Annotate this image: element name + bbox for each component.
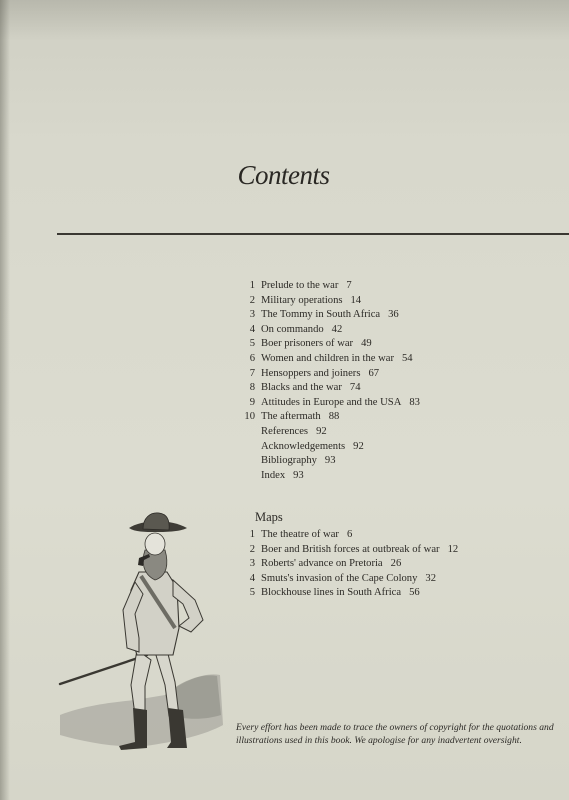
title-divider <box>57 233 569 235</box>
chapter-entry <box>232 279 562 294</box>
entry-number: 3 <box>249 309 255 321</box>
copyright-note <box>236 721 569 748</box>
chapter-entry <box>232 469 562 484</box>
entry-title: Hensoppers and joiners <box>261 367 361 379</box>
entry-page-number: 6 <box>346 529 353 540</box>
entry-title: Military operations <box>261 294 343 306</box>
entry-number <box>232 469 255 484</box>
entry-title: Women and children in the war <box>261 352 394 364</box>
entry-page-number: 49 <box>361 338 372 350</box>
entry-title: Boer prisoners of war <box>261 338 354 350</box>
entry-page-number: 32 <box>425 572 436 584</box>
entry-title: The Tommy in South Africa <box>261 309 381 321</box>
entry-title: The theatre of war <box>261 529 339 540</box>
chapter-entry <box>232 352 562 367</box>
map-entry <box>232 543 562 558</box>
maps-heading: Maps <box>255 510 283 524</box>
entry-page-number: 67 <box>368 367 380 379</box>
entry-page-number: 93 <box>293 469 304 481</box>
chapter-entry <box>232 323 562 338</box>
page-gutter-shadow <box>0 0 10 800</box>
page-title-text: Contents <box>237 160 330 190</box>
entry-number: 1 <box>249 280 255 291</box>
chapter-entry <box>232 454 562 469</box>
entry-title: Blockhouse lines in South Africa <box>261 587 402 599</box>
map-entry <box>232 528 562 543</box>
map-entry <box>232 586 562 601</box>
entry-number: 1 <box>249 529 255 540</box>
entry-page-number: 14 <box>350 294 362 306</box>
entry-number: 2 <box>249 294 255 306</box>
chapter-list <box>232 279 562 483</box>
entry-number: 8 <box>249 382 255 394</box>
entry-page-number: 92 <box>316 425 327 437</box>
entry-title: Bibliography <box>261 455 317 467</box>
entry-page-number: 92 <box>353 440 364 452</box>
entry-page-number: 88 <box>328 411 340 423</box>
page-top-shadow <box>0 0 569 40</box>
entry-number <box>232 440 255 455</box>
entry-title: On commando <box>261 323 324 335</box>
entry-number <box>232 454 255 469</box>
entry-number: 5 <box>249 587 255 599</box>
entry-number: 5 <box>249 338 255 350</box>
chapter-entry <box>232 367 562 382</box>
copyright-note-line-1: Every effort has been made to trace the owners of copyright for the quotations and <box>236 722 554 733</box>
entry-title: Blacks and the war <box>261 382 342 394</box>
maps-list <box>232 528 562 601</box>
entry-title: The aftermath <box>261 411 321 423</box>
entry-page-number: 12 <box>447 543 459 555</box>
entry-page-number: 83 <box>409 396 420 408</box>
entry-number: 3 <box>249 558 255 570</box>
chapter-entry <box>232 440 562 455</box>
chapter-entry <box>232 308 562 323</box>
entry-number: 6 <box>249 352 255 364</box>
entry-number: 10 <box>244 411 255 423</box>
entry-number: 7 <box>249 367 255 379</box>
entry-page-number: 93 <box>324 455 336 467</box>
entry-number: 9 <box>249 396 255 408</box>
map-entry <box>232 572 562 587</box>
entry-page-number: 7 <box>346 280 352 291</box>
entry-page-number: 74 <box>349 382 361 394</box>
chapter-entry <box>232 294 562 309</box>
page-title <box>0 160 569 191</box>
entry-number: 2 <box>249 543 255 555</box>
entry-page-number: 56 <box>409 587 420 599</box>
copyright-note-line-2: illustrations used in this book. We apologise for any inadvertent oversight. <box>236 735 522 747</box>
entry-number <box>232 425 255 440</box>
boer-soldier-illustration <box>55 510 225 755</box>
entry-title: Smuts's invasion of the Cape Colony <box>261 572 418 584</box>
map-entry <box>232 557 562 572</box>
entry-title: Attitudes in Europe and the USA <box>261 396 402 408</box>
chapter-entry <box>232 425 562 440</box>
chapter-entry <box>232 410 562 425</box>
entry-title: Prelude to the war <box>261 280 339 291</box>
chapter-entry <box>232 337 562 352</box>
entry-title: Boer and British forces at outbreak of war <box>261 543 440 555</box>
entry-page-number: 42 <box>331 323 343 335</box>
chapter-entry <box>232 381 562 396</box>
entry-page-number: 36 <box>388 309 399 321</box>
entry-title: Roberts' advance on Pretoria <box>261 558 383 570</box>
entry-number: 4 <box>249 572 255 584</box>
entry-title: Index <box>261 469 286 481</box>
chapter-entry <box>232 396 562 411</box>
entry-page-number: 54 <box>402 352 413 364</box>
entry-page-number: 26 <box>390 558 402 570</box>
entry-title: Acknowledgements <box>261 440 346 452</box>
entry-number: 4 <box>249 323 255 335</box>
entry-title: References <box>261 425 309 437</box>
